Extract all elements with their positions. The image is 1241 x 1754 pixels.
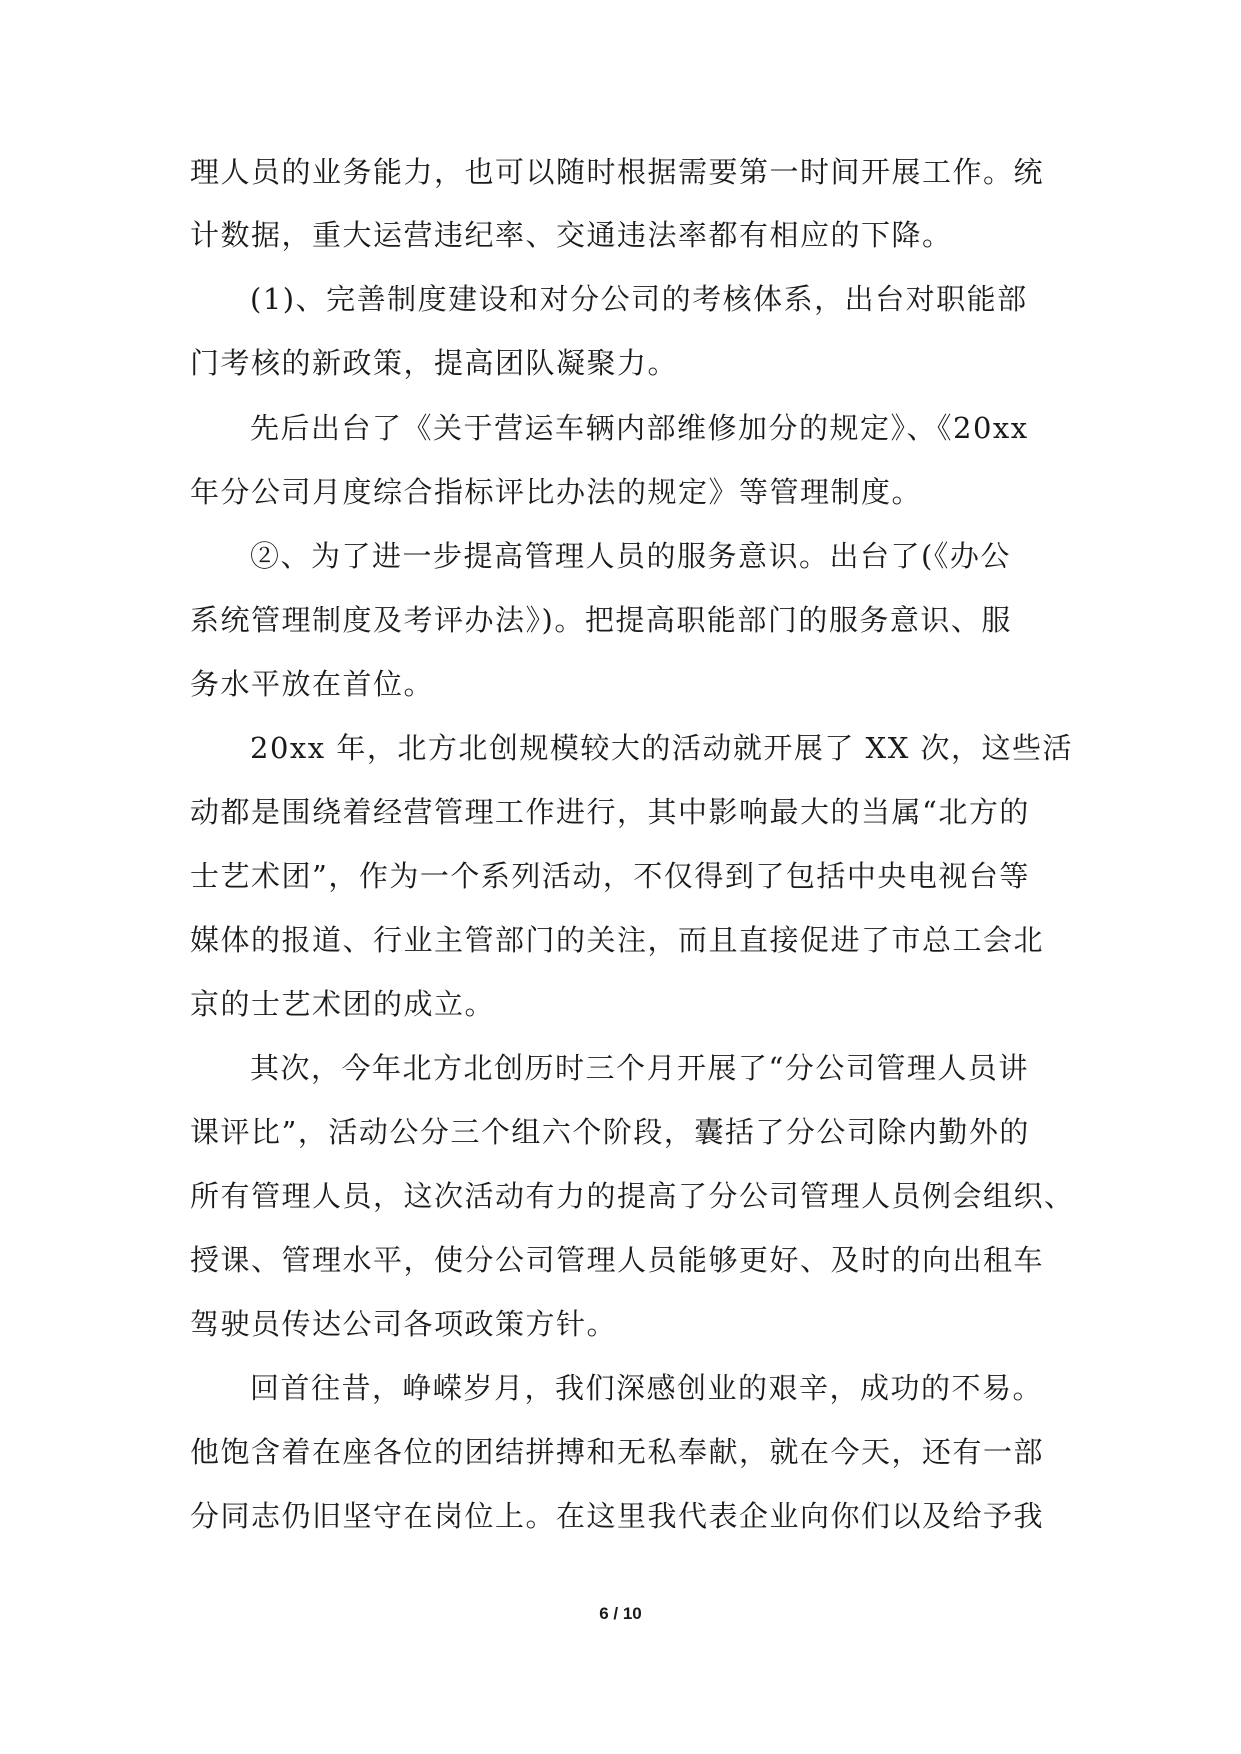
text-line: 门考核的新政策，提高团队凝聚力。 [190,346,679,380]
text-line: 媒体的报道、行业主管部门的关注，而且直接促进了市总工会北 [190,923,1045,957]
text-line: 系统管理制度及考评办法》)。把提高职能部门的服务意识、服 [190,603,1012,637]
text-line: 务水平放在首位。 [190,667,435,701]
text-line: 他饱含着在座各位的团结拼搏和无私奉献，就在今天，还有一部 [190,1435,1045,1469]
text-line: 驾驶员传达公司各项政策方针。 [190,1307,618,1341]
text-line: 20xx 年，北方北创规模较大的活动就开展了 XX 次，这些活 [250,731,1074,765]
text-line: 士艺术团”，作为一个系列活动，不仅得到了包括中央电视台等 [190,859,1030,893]
text-line: 计数据，重大运营违纪率、交通违法率都有相应的下降。 [190,218,953,252]
text-line: 课评比”，活动公分三个组六个阶段，囊括了分公司除内勤外的 [190,1115,1030,1149]
text-line: 先后出台了《关于营运车辆内部维修加分的规定》、《20xx [250,411,1029,445]
text-line: 京的士艺术团的成立。 [190,987,496,1021]
text-line: 理人员的业务能力，也可以随时根据需要第一时间开展工作。统 [190,155,1045,189]
text-line: 所有管理人员，这次活动有力的提高了分公司管理人员例会组织、 [190,1179,1075,1213]
text-line: 动都是围绕着经营管理工作进行，其中影响最大的当属“北方的 [190,795,1030,829]
text-line: 授课、管理水平，使分公司管理人员能够更好、及时的向出租车 [190,1243,1045,1277]
text-line: ②、为了进一步提高管理人员的服务意识。出台了(《办公 [250,539,1011,573]
text-line: 年分公司月度综合指标评比办法的规定》等管理制度。 [190,475,923,509]
text-line: (1)、完善制度建设和对分公司的考核体系，出台对职能部 [250,282,1028,316]
text-line: 分同志仍旧坚守在岗位上。在这里我代表企业向你们以及给予我 [190,1499,1045,1533]
text-line: 其次，今年北方北创历时三个月开展了“分公司管理人员讲 [250,1051,1029,1085]
page-number: 6 / 10 [599,1604,642,1623]
text-line: 回首往昔，峥嵘岁月，我们深感创业的艰辛，成功的不易。 [250,1371,1044,1405]
